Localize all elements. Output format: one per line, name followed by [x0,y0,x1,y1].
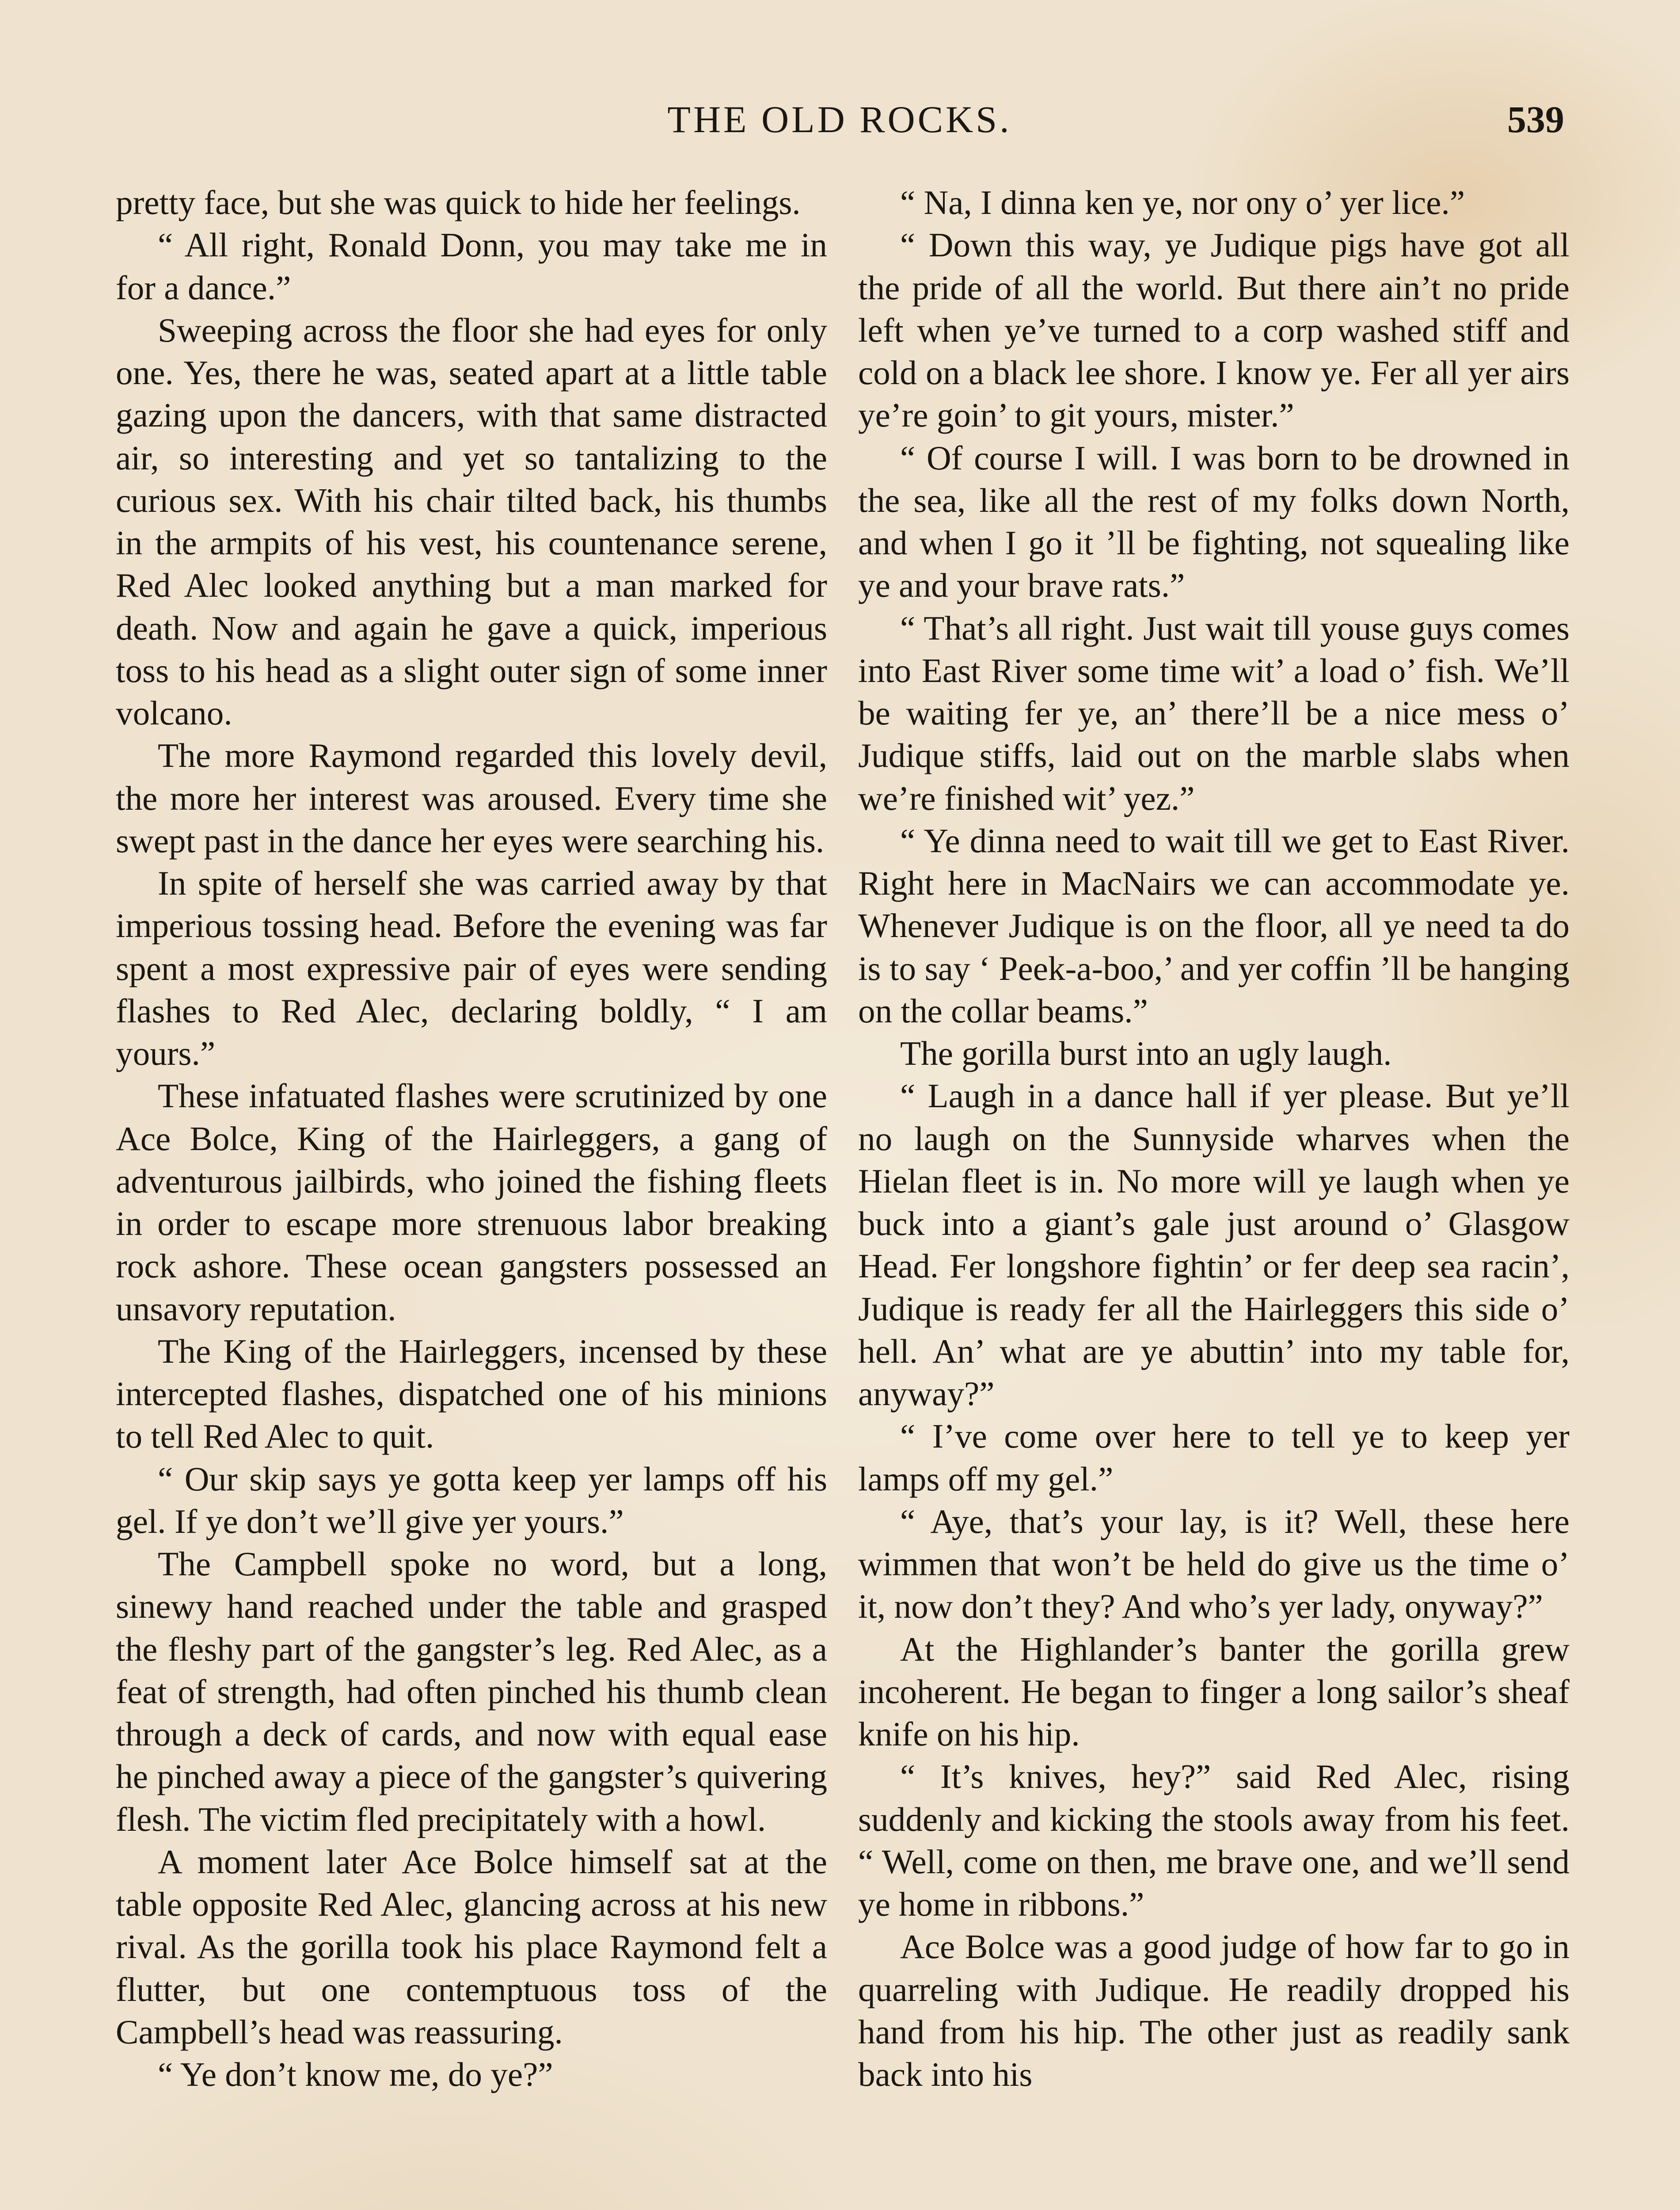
paragraph: The King of the Hairleggers, incensed by these intercepted flashes, dispatched one of his minions to tell Red Alec to quit. [116,1332,827,1456]
paragraph: “ Down this way, ye Judique pigs have got all the pride of all the world. But there ain’t no pride left when ye’ve turned to a corp washed stiff and cold on a black lee shore. I know ye. Fer all yer airs ye’re goin’ to git yours, mister.” [858,226,1570,434]
page-header [115,91,1564,148]
paragraph: “ It’s knives, hey?” said Red Alec, rising suddenly and kicking the stools away from his feet. “ Well, come on then, me brave one, and we’ll send ye home in ribbons.” [858,1757,1570,1923]
paragraph: “ Aye, that’s your lay, is it? Well, these here wimmen that won’t be held do give us the time o’ it, now don’t they? And who’s yer lady, onyway?” [858,1502,1570,1626]
paragraph: The gorilla burst into an ugly laugh. [900,1034,1392,1072]
paragraph: A moment later Ace Bolce himself sat at the table opposite Red Alec, glancing across at his new rival. As the gorilla took his place Raymond felt a flutter, but one contemptuous toss of the Campbell’s head was reassuring. [116,1842,827,2051]
paragraph: “ I’ve come over here to tell ye to keep yer lamps off my gel.” [858,1417,1570,1498]
paragraph: “ That’s all right. Just wait till youse guys comes into East River some time wit’ a load o’ fish. We’ll be waiting fer ye, an’ there’ll be a nice mess o’ Judique stiffs, laid out on the marble slabs when we’re finished wit’ yez.” [858,609,1570,817]
right-column [858,181,1570,2096]
paragraph: These infatuated flashes were scrutinized by one Ace Bolce, King of the Hairleggers, a gang of adventurous jailbirds, who joined the fishing fleets in order to escape more strenuous labor breaking rock ashore. These ocean gangsters possessed an unsavory reputation. [116,1077,827,1328]
paragraph: “ Of course I will. I was born to be drowned in the sea, like all the rest of my folks down North, and when I go it ’ll be fighting, not squealing like ye and your brave rats.” [858,438,1570,605]
paragraph: Sweeping across the floor she had eyes for only one. Yes, there he was, seated apart at a little table gazing upon the dancers, with that same distracted air, so interesting and yet so tantalizing to the curious sex. With his chair tilted back, his thumbs in the armpits of his vest, his countenance serene, Red Alec looked anything but a man marked for death. Now and again he gave a quick, imperious toss to his head as a slight outer sign of some inner volcano. [116,311,827,732]
running-title: THE OLD ROCKS. [667,98,1012,141]
paragraph: At the Highlander’s banter the gorilla grew incoherent. He began to finger a long sailor’s sheaf knife on his hip. [858,1630,1570,1753]
paragraph: “ Our skip says ye gotta keep yer lamps off his gel. If ye don’t we’ll give yer yours.” [116,1459,827,1540]
page-number: 539 [1507,98,1564,141]
paragraph: Ace Bolce was a good judge of how far to go in quarreling with Judique. He readily dropped his hand from his hip. The other just as readily sank back into his [858,1928,1570,2093]
paragraph: “ Na, I dinna ken ye, nor ony o’ yer lice.” [900,183,1465,221]
paragraph: The more Raymond regarded this lovely devil, the more her interest was aroused. Every time she swept past in the dance her eyes were searching his. [116,736,827,860]
paragraph: pretty face, but she was quick to hide her feelings. [116,183,801,221]
paragraph: In spite of herself she was carried away by that imperious tossing head. Before the evening was far spent a most expressive pair of eyes were sending flashes to Red Alec, declaring boldly, “ I am yours.” [116,864,827,1072]
paragraph: “ All right, Ronald Donn, you may take me in for a dance.” [116,226,827,307]
paragraph: “ Ye don’t know me, do ye?” [158,2055,553,2093]
paragraph: “ Ye dinna need to wait till we get to East River. Right here in MacNairs we can accommodate ye. Whenever Judique is on the floor, all ye need ta do is to say ‘ Peek-a-boo,’ and yer coffin ’ll be hanging on the collar beams.” [858,821,1570,1030]
paragraph: “ Laugh in a dance hall if yer please. But ye’ll no laugh on the Sunnyside wharves when the Hielan fleet is in. No more will ye laugh when ye buck into a giant’s gale just around o’ Glasgow Head. Fer longshore fightin’ or fer deep sea racin’, Judique is ready fer all the Hairleggers this side o’ hell. An’ what are ye abuttin’ into my table for, anyway?” [858,1077,1570,1413]
paragraph: The Campbell spoke no word, but a long, sinewy hand reached under the table and grasped the fleshy part of the gangster’s leg. Red Alec, as a feat of strength, had often pinched his thumb clean through a deck of cards, and now with equal ease he pinched away a piece of the gangster’s quivering flesh. The victim fled precipitately with a howl. [116,1545,827,1838]
left-column [116,181,827,2096]
